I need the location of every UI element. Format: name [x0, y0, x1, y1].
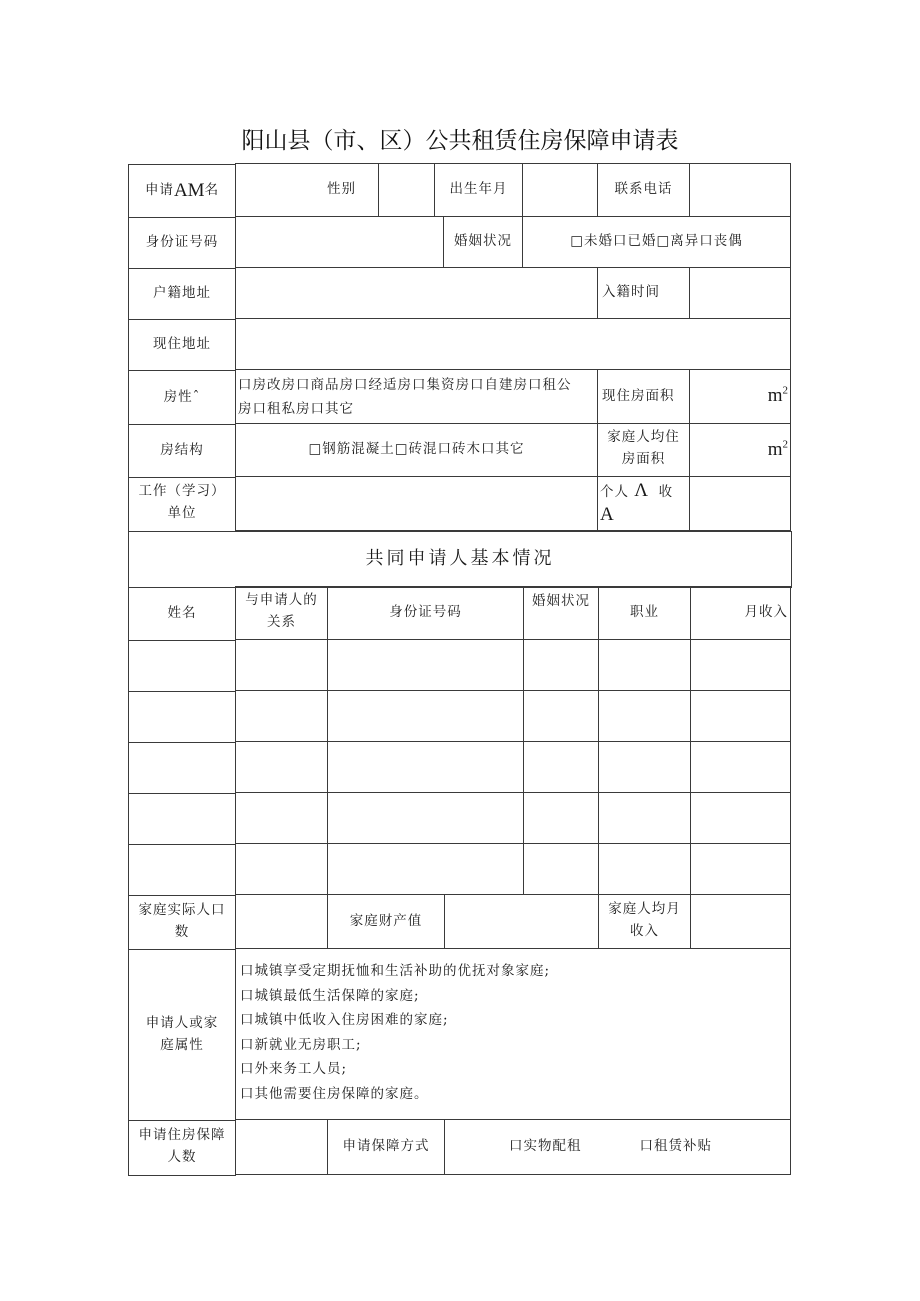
co-cell[interactable] — [327, 639, 524, 691]
current-address-label: 现住地址 — [128, 319, 236, 371]
attr-option-5[interactable]: 口外来务工人员; — [240, 1061, 348, 1077]
co-cell[interactable] — [690, 792, 791, 844]
house-nature-options-line-1: 口房改房口商品房口经适房口集资房口自建房口租公 — [238, 377, 572, 393]
household-count-value[interactable] — [235, 1119, 328, 1175]
hukou-time-label: 入籍时间 — [597, 267, 690, 319]
co-header-marital: 婚姻状况 — [523, 586, 599, 640]
co-cell[interactable] — [128, 640, 236, 692]
name-am-glyph: AM — [173, 179, 205, 201]
house-nature-options-line-2: 房口租私房口其它 — [238, 401, 354, 417]
co-cell[interactable] — [523, 741, 599, 793]
co-cell[interactable] — [235, 639, 328, 691]
house-nature-label: 房性ˆ — [128, 370, 236, 425]
per-capita-area-label: 家庭人均住 房面积 — [597, 423, 690, 477]
co-cell[interactable] — [327, 792, 524, 844]
co-cell[interactable] — [128, 691, 236, 743]
family-population-label: 家庭实际人口 数 — [128, 895, 236, 950]
family-assets-label: 家庭财产值 — [327, 894, 445, 949]
household-attribute-label: 申请人或家 庭属性 — [128, 949, 236, 1121]
co-cell[interactable] — [523, 843, 599, 895]
marital-label: 婚姻状况 — [443, 216, 523, 268]
co-cell[interactable] — [598, 741, 691, 793]
family-assets-value[interactable] — [444, 894, 599, 949]
square-meter-unit: $m^2$ — [767, 438, 788, 460]
option-rental-subsidy[interactable]: 口租赁补贴 — [639, 1138, 712, 1155]
square-meter-unit: $m^2$ — [767, 384, 788, 407]
per-capita-area-value[interactable] — [689, 423, 791, 477]
hukou-address-label: 户籍地址 — [128, 268, 236, 320]
attr-option-3[interactable]: 口城镇中低收入住房困难的家庭; — [240, 1012, 449, 1028]
work-unit-value[interactable] — [235, 476, 598, 531]
co-cell[interactable] — [327, 843, 524, 895]
co-cell[interactable] — [690, 690, 791, 742]
birth-value[interactable] — [522, 163, 598, 217]
co-cell[interactable] — [235, 843, 328, 895]
house-structure-options[interactable]: □钢筋混凝土□砖混口砖木口其它 — [235, 423, 598, 477]
current-area-label: 现住房面积 — [597, 369, 690, 424]
co-header-name: 姓名 — [128, 587, 236, 641]
attr-option-6[interactable]: 口其他需要住房保障的家庭。 — [240, 1085, 429, 1102]
family-avg-income-value[interactable] — [690, 894, 791, 949]
phone-value[interactable] — [689, 163, 791, 217]
co-cell[interactable] — [235, 690, 328, 742]
hukou-time-value[interactable] — [689, 267, 791, 319]
co-cell[interactable] — [523, 690, 599, 742]
co-cell[interactable] — [690, 843, 791, 895]
co-cell[interactable] — [598, 690, 691, 742]
co-cell[interactable] — [523, 639, 599, 691]
hukou-address-value[interactable] — [235, 267, 598, 319]
application-form-table — [128, 164, 792, 1176]
id-number-label: 身份证号码 — [128, 217, 236, 269]
personal-income-label: 个人 Λ 收 A — [597, 476, 690, 531]
household-attribute-options — [235, 948, 791, 1120]
id-number-value[interactable] — [235, 216, 444, 268]
work-unit-label: 工作（学习） 单位 — [128, 477, 236, 532]
house-structure-label: 房结构 — [128, 424, 236, 478]
co-cell[interactable] — [235, 792, 328, 844]
co-header-income: 月收入 — [690, 586, 791, 640]
household-count-label: 申请住房保障 人数 — [128, 1120, 236, 1176]
personal-income-value[interactable] — [689, 476, 791, 531]
birth-label: 出生年月 — [434, 163, 523, 217]
co-applicant-section-title: 共同申请人基本情况 — [128, 531, 792, 588]
co-cell[interactable] — [235, 741, 328, 793]
phone-label: 联系电话 — [597, 163, 690, 217]
attr-option-2[interactable]: 口城镇最低生活保障的家庭; — [240, 987, 420, 1004]
family-avg-income-label: 家庭人均月 收入 — [598, 894, 691, 949]
option-physical-rent[interactable]: 口实物配租 — [509, 1138, 582, 1155]
current-area-value[interactable] — [689, 369, 791, 424]
co-cell[interactable] — [690, 741, 791, 793]
co-cell[interactable] — [327, 741, 524, 793]
co-cell[interactable] — [128, 793, 236, 845]
attr-option-1[interactable]: 口城镇享受定期抚恤和生活补助的优抚对象家庭; — [240, 963, 551, 979]
co-header-id: 身份证号码 — [327, 586, 524, 640]
form-title: 阳山县（市、区）公共租赁住房保障申请表 — [241, 128, 679, 154]
co-cell[interactable] — [128, 844, 236, 896]
co-cell[interactable] — [598, 843, 691, 895]
marital-options[interactable]: □未婚口已婚□离异口丧偶 — [522, 216, 791, 268]
co-cell[interactable] — [598, 792, 691, 844]
applicant-name-label: 申请 AM 名 — [128, 164, 236, 218]
co-cell[interactable] — [690, 639, 791, 691]
co-cell[interactable] — [327, 690, 524, 742]
protection-method-options — [444, 1119, 791, 1175]
co-header-job: 职业 — [598, 586, 691, 640]
co-cell[interactable] — [598, 639, 691, 691]
co-header-relation: 与申请人的 关系 — [235, 586, 328, 640]
co-cell[interactable] — [128, 742, 236, 794]
house-nature-options[interactable] — [235, 369, 598, 424]
family-population-value[interactable] — [235, 894, 328, 949]
gender-value[interactable] — [378, 163, 435, 217]
co-cell[interactable] — [523, 792, 599, 844]
protection-method-label: 申请保障方式 — [327, 1119, 445, 1175]
gender-label: 性别 — [235, 163, 379, 217]
attr-option-4[interactable]: 口新就业无房职工; — [240, 1036, 362, 1053]
current-address-value[interactable] — [235, 318, 791, 370]
